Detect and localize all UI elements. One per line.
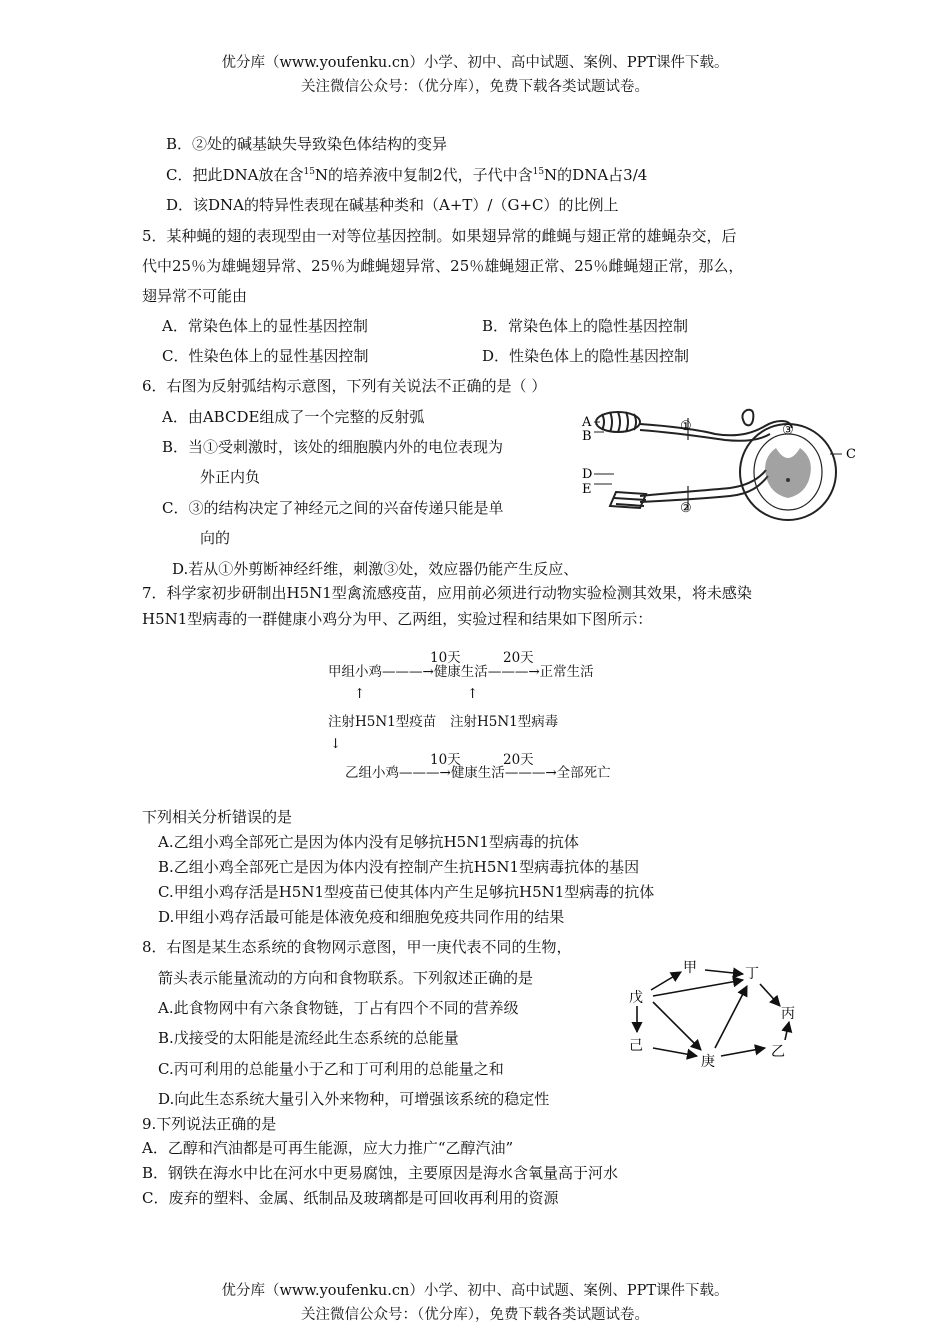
- q8-option-a: A.此食物网中有六条食物链，丁占有四个不同的营养级: [158, 999, 519, 1017]
- q6-option-a: A．由ABCDE组成了一个完整的反射弧: [162, 408, 425, 426]
- food-web-yi: 乙: [771, 1044, 785, 1060]
- fig-label-1: ①: [680, 419, 692, 434]
- q6-stem: 6．右图为反射弧结构示意图，下列有关说法不正确的是（ ）: [142, 377, 547, 395]
- diagram-vaccine-label: 注射H5N1型疫苗: [328, 714, 437, 730]
- food-web-figure: [625, 958, 810, 1073]
- q8-option-c: C.丙可利用的总能量小于乙和丁可利用的总能量之和: [158, 1060, 504, 1078]
- q6-option-b-line-2: 外正内负: [200, 468, 261, 486]
- diagram-up-arrow-virus: ↑: [467, 686, 479, 702]
- diagram-jia-20-days: 20天: [503, 650, 534, 666]
- q4-option-b: B．②处的碱基缺失导致染色体结构的变异: [166, 135, 448, 153]
- food-web-wu: 戊: [629, 990, 643, 1006]
- fig-label-e: E: [582, 482, 592, 497]
- fig-label-a: A: [582, 415, 592, 430]
- q6-option-c-line-2: 向的: [200, 529, 231, 547]
- fig-label-3: ③: [782, 423, 794, 438]
- q5-option-a: A．常染色体上的显性基因控制: [162, 317, 368, 335]
- reflex-arc-figure: [580, 400, 870, 530]
- footer-line-2: 关注微信公众号：（优分库），免费下载各类试题试卷。: [301, 1307, 649, 1323]
- q5-option-c: C．性染色体上的显性基因控制: [162, 347, 369, 365]
- diagram-virus-label: 注射H5N1型病毒: [450, 714, 559, 730]
- q5-stem-line-3: 翅异常不可能由: [142, 287, 248, 305]
- fig-label-b: B: [582, 429, 592, 444]
- q9-option-b: B．钢铁在海水中比在河水中更易腐蚀，主要原因是海水含氧量高于河水: [142, 1164, 619, 1182]
- q7-option-a: A.乙组小鸡全部死亡是因为体内没有足够抗H5N1型病毒的抗体: [158, 833, 579, 851]
- q7-option-d: D.甲组小鸡存活最可能是体液免疫和细胞免疫共同作用的结果: [158, 908, 565, 926]
- q7-option-b: B.乙组小鸡全部死亡是因为体内没有控制产生抗H5N1型病毒抗体的基因: [158, 858, 640, 876]
- q7-question: 下列相关分析错误的是: [142, 808, 293, 826]
- diagram-up-arrow-vaccine: ↑: [354, 686, 366, 702]
- q4-option-c: C．把此DNA放在含$^{15}$N的培养液中复制2代，子代中含$^{15}$N的DNA占3/4: [166, 166, 648, 184]
- header-line-2: 关注微信公众号：（优分库），免费下载各类试题试卷。: [301, 79, 649, 95]
- food-web-ji: 己: [629, 1038, 643, 1054]
- diagram-jia-10-days: 10天: [430, 650, 461, 666]
- food-web-geng: 庚: [701, 1054, 715, 1070]
- fig-label-2: ②: [680, 501, 692, 516]
- fig-label-d: D: [582, 467, 593, 482]
- q7-stem-line-2: H5N1型病毒的一群健康小鸡分为甲、乙两组，实验过程和结果如下图所示：: [142, 610, 653, 628]
- q5-stem-line-1: 5．某种蝇的翅的表现型由一对等位基因控制。如果翅异常的雌蝇与翅正常的雄蝇杂交，后: [142, 227, 737, 245]
- q5-stem-line-2: 代中25％为雄蝇翅异常、25％为雌蝇翅异常、25％雄蝇翅正常、25％雌蝇翅正常，那么，: [142, 257, 744, 275]
- q8-option-b: B.戊接受的太阳能是流经此生态系统的总能量: [158, 1029, 459, 1047]
- q7-stem-line-1: 7．科学家初步研制出H5N1型禽流感疫苗，应用前必须进行动物实验检测其效果，将未感染: [142, 584, 752, 602]
- diagram-down-arrow: ↓: [330, 736, 342, 752]
- food-web-jia: 甲: [683, 960, 697, 976]
- diagram-jia-row: 甲组小鸡———→健康生活———→正常生活: [328, 664, 594, 680]
- header-line-1: 优分库（www.youfenku.cn）小学、初中、高中试题、案例、PPT课件下载。: [221, 55, 729, 71]
- q4-option-d: D．该DNA的特异性表现在碱基种类和（A+T）/（G+C）的比例上: [166, 196, 619, 214]
- food-web-ding: 丁: [745, 966, 759, 982]
- q7-option-c: C.甲组小鸡存活是H5N1型疫苗已使其体内产生足够抗H5N1型病毒的抗体: [158, 883, 655, 901]
- q5-option-d: D．性染色体上的隐性基因控制: [482, 347, 690, 365]
- footer-line-1: 优分库（www.youfenku.cn）小学、初中、高中试题、案例、PPT课件下载。: [221, 1283, 729, 1299]
- q6-option-c-line-1: C．③的结构决定了神经元之间的兴奋传递只能是单: [162, 499, 504, 517]
- q8-option-d: D.向此生态系统大量引入外来物种，可增强该系统的稳定性: [158, 1090, 550, 1108]
- q5-option-b: B．常染色体上的隐性基因控制: [482, 317, 689, 335]
- diagram-yi-20-days: 20天: [503, 752, 534, 768]
- q9-stem: 9.下列说法正确的是: [142, 1115, 277, 1133]
- diagram-yi-row: 乙组小鸡———→健康生活———→全部死亡: [345, 765, 611, 781]
- q6-option-b-line-1: B．当①受刺激时，该处的细胞膜内外的电位表现为: [162, 438, 504, 456]
- q8-stem-line-2: 箭头表示能量流动的方向和食物联系。下列叙述正确的是: [158, 969, 534, 987]
- q6-option-d: D.若从①外剪断神经纤维，刺激③处，效应器仍能产生反应、: [172, 560, 579, 578]
- q9-option-a: A．乙醇和汽油都是可再生能源，应大力推广“乙醇汽油”: [142, 1139, 514, 1157]
- diagram-yi-10-days: 10天: [430, 752, 461, 768]
- food-web-bing: 丙: [781, 1006, 795, 1022]
- q8-stem-line-1: 8．右图是某生态系统的食物网示意图，甲一庚代表不同的生物，: [142, 938, 572, 956]
- q9-option-c: C．废弃的塑料、金属、纸制品及玻璃都是可回收再利用的资源: [142, 1189, 559, 1207]
- fig-label-c: C: [846, 447, 856, 462]
